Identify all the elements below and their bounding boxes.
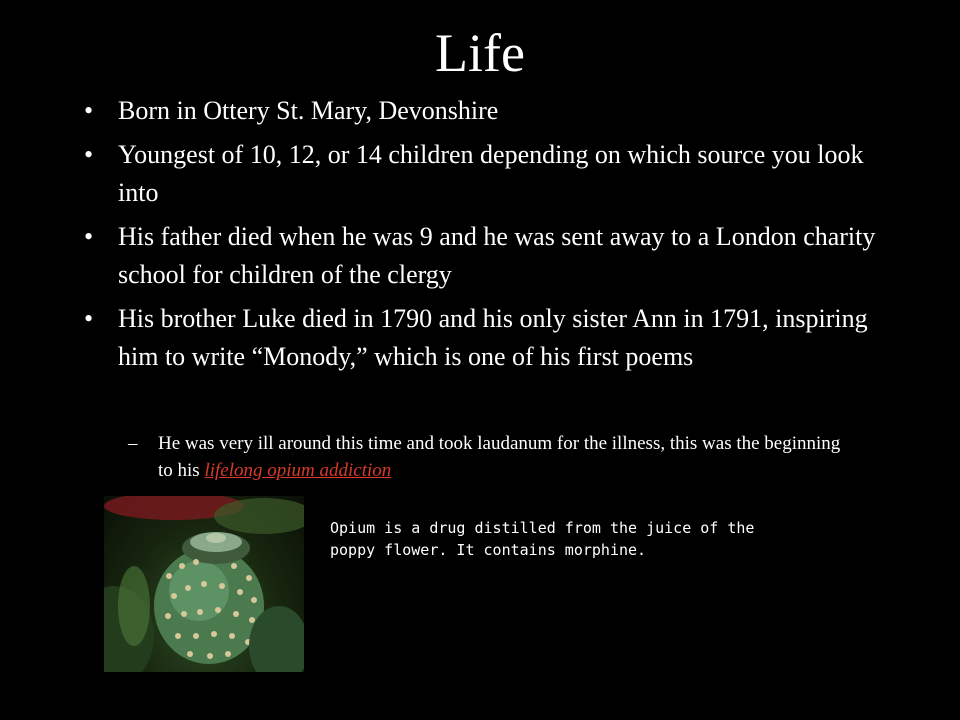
opium-addiction-link[interactable]: lifelong opium addiction	[204, 460, 392, 481]
image-caption: Opium is a drug distilled from the juice of the poppy flower. It contains morphine.	[330, 519, 755, 559]
sub-bullet	[128, 430, 848, 484]
bullet-icon: •	[84, 140, 94, 169]
bullet-text: His brother Luke died in 1790 and his only sister Ann in 1791, inspiring him to write “Monody,” which is one of his first poems	[118, 304, 868, 371]
sub-bullet-text	[128, 430, 848, 484]
sub-bullet-body: He was very ill around this time and took laudanum for the illness, this was the beginning to his	[158, 433, 841, 481]
bullet-icon: •	[84, 222, 94, 251]
bullet-item	[84, 300, 884, 376]
bullet-icon: •	[84, 96, 94, 125]
page-title: Life	[435, 23, 525, 83]
bullet-item	[84, 92, 884, 130]
bullet-item	[84, 136, 884, 212]
bullet-icon: •	[84, 304, 94, 333]
bullet-list	[84, 92, 884, 382]
dash-icon: –	[128, 433, 138, 454]
bullet-text: Born in Ottery St. Mary, Devonshire	[118, 96, 499, 125]
poppy-pod-graphic	[104, 496, 304, 672]
bullet-item	[84, 218, 884, 294]
bullet-text: His father died when he was 9 and he was sent away to a London charity school for children of the clergy	[118, 222, 876, 289]
poppy-pod-image	[104, 496, 304, 672]
bullet-text: Youngest of 10, 12, or 14 children depending on which source you look into	[118, 140, 864, 207]
